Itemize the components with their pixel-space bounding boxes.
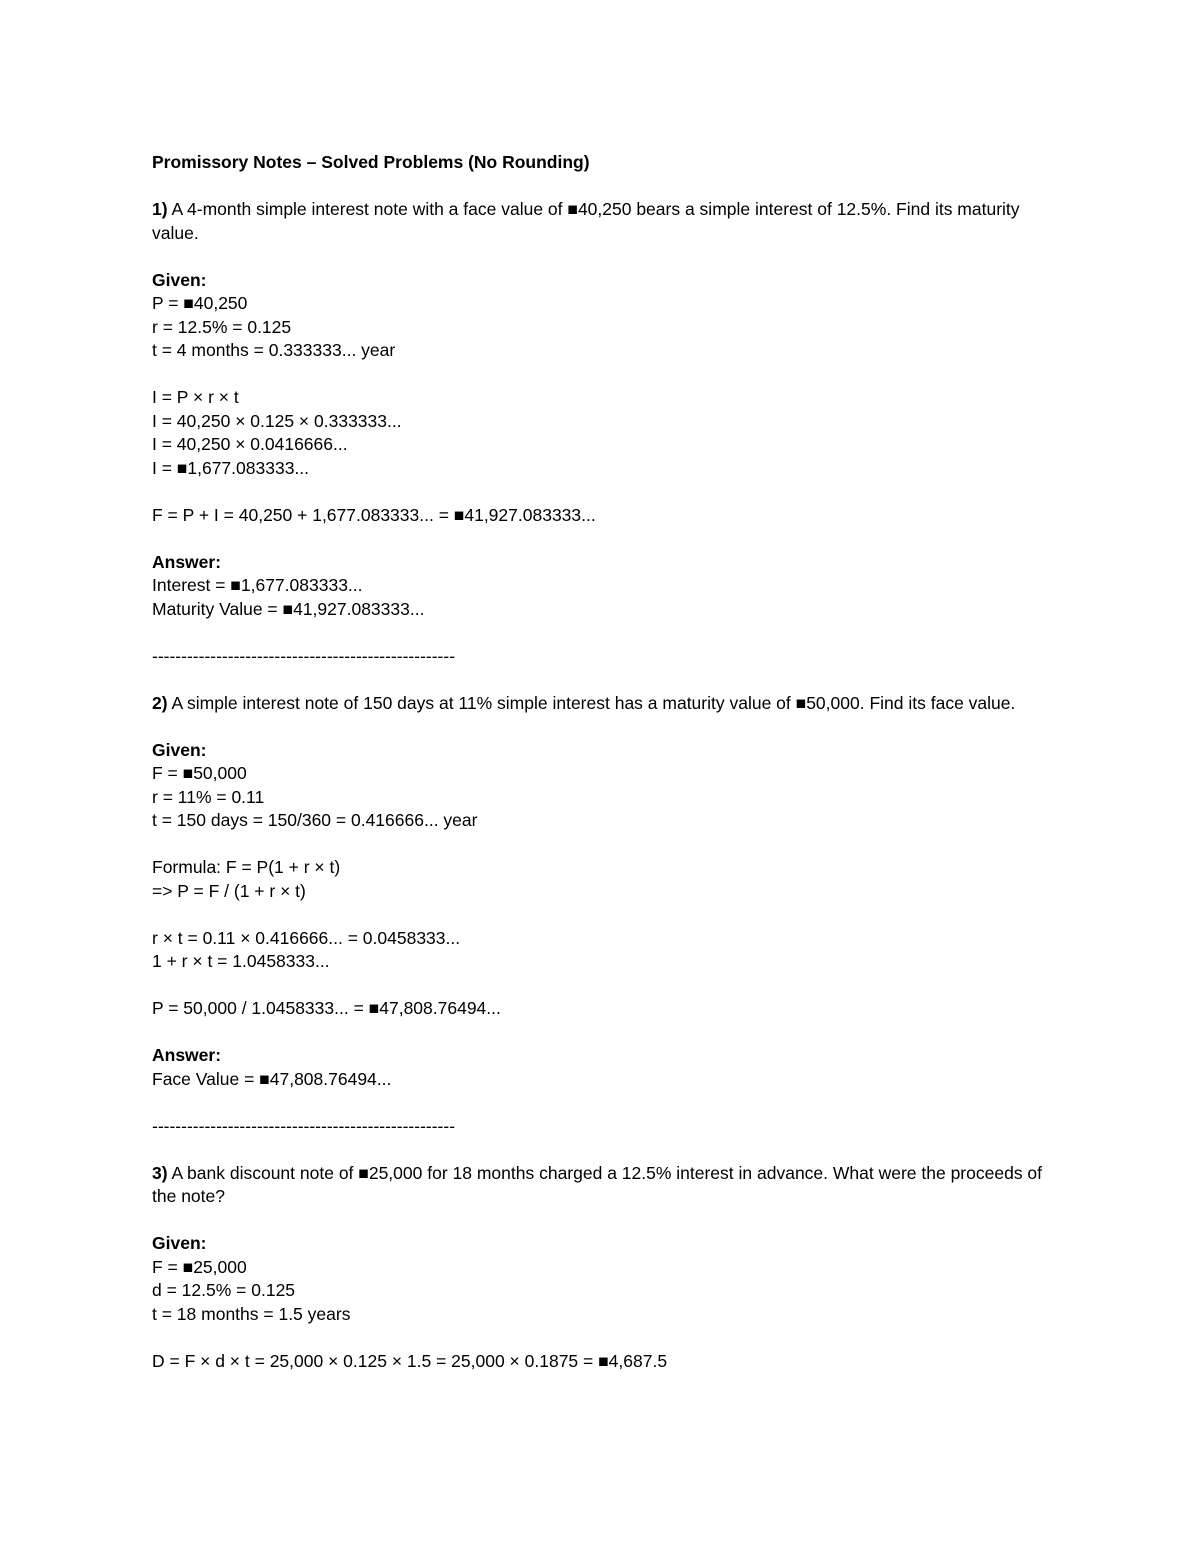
step-line: I = P × r × t [152,387,239,407]
given-line: t = 150 days = 150/360 = 0.416666... year [152,810,478,830]
answer-line: Interest = ■1,677.083333... [152,575,363,595]
section-divider: ---------------------------------------------------- [152,645,456,666]
given-line: F = ■25,000 [152,1256,247,1277]
document-title: Promissory Notes – Solved Problems (No Rounding) [152,152,590,172]
answer-line: Face Value = ■47,808.76494... [152,1068,392,1089]
question-text: A simple interest note of 150 days at 11% simple interest has a maturity value of ■50,000. Find its face value. [171,692,1016,713]
step-line: D = F × d × t = 25,000 × 0.125 × 1.5 = 25,000 × 0.1875 = ■4,687.5 [152,1350,668,1371]
problem-1-question [152,198,1062,245]
document-page [152,151,1062,1373]
step-line: F = P + I = 40,250 + 1,677.083333... = ■41,927.083333... [152,504,596,525]
step-line: Formula: F = P(1 + r × t) [152,857,341,877]
problem-number: 3) [152,1162,168,1183]
problem-number: 2) [152,692,168,713]
problem-number: 1) [152,199,168,219]
given-label: Given: [152,269,207,290]
answer-label: Answer: [152,1045,222,1065]
step-line: r × t = 0.11 × 0.416666... = 0.0458333... [152,927,461,948]
problem-2-question [152,692,1062,716]
answer-line: Maturity Value = ■41,927.083333... [152,598,425,619]
given-line: t = 18 months = 1.5 years [152,1303,351,1324]
given-line: F = ■50,000 [152,763,247,783]
section-divider: ---------------------------------------------------- [152,1115,456,1136]
step-line: => P = F / (1 + r × t) [152,880,306,901]
step-line: P = 50,000 / 1.0458333... = ■47,808.76494... [152,998,501,1018]
given-line: t = 4 months = 0.333333... year [152,340,396,360]
given-label: Given: [152,1233,207,1253]
step-line: I = 40,250 × 0.125 × 0.333333... [152,410,402,431]
step-line: I = ■1,677.083333... [152,457,310,478]
given-line: P = ■40,250 [152,293,248,313]
problem-3-question [152,1162,1062,1209]
question-text: A bank discount note of ■25,000 for 18 months charged a 12.5% interest in advance. What were the proceeds of the note? [152,1162,1043,1206]
given-line: d = 12.5% = 0.125 [152,1280,296,1300]
answer-label: Answer: [152,551,222,572]
step-line: 1 + r × t = 1.0458333... [152,951,330,971]
question-text: A 4-month simple interest note with a face value of ■40,250 bears a simple interest of 12.5%. Find its maturity value. [152,199,1020,243]
given-line: r = 12.5% = 0.125 [152,316,292,337]
step-line: I = 40,250 × 0.0416666... [152,434,348,454]
given-label: Given: [152,739,207,760]
given-line: r = 11% = 0.11 [152,786,265,807]
